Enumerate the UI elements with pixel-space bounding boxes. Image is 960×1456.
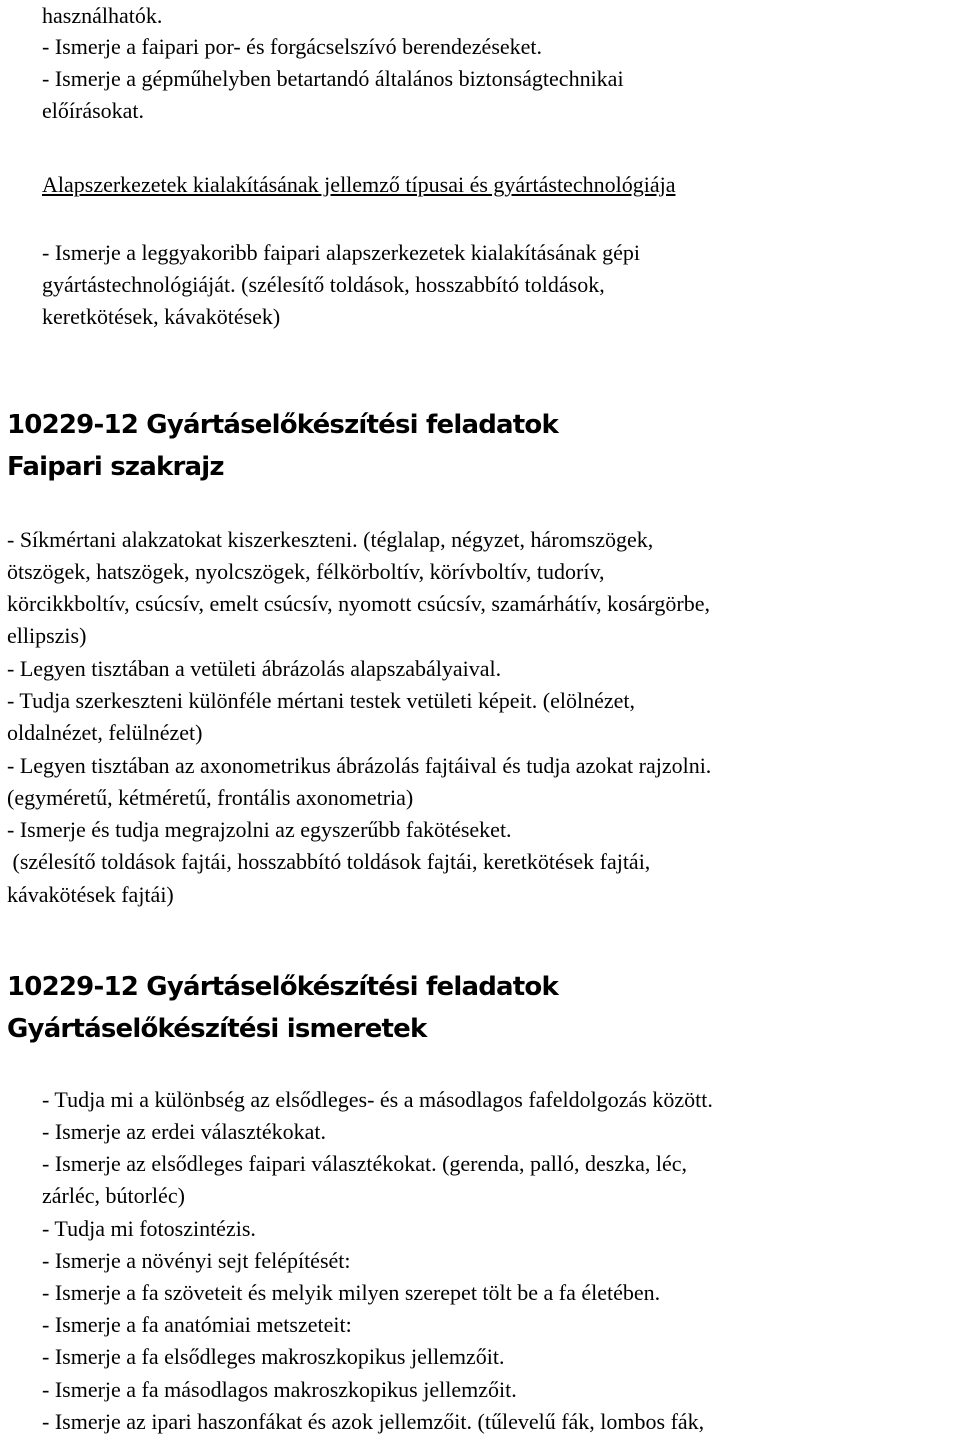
intro-line: - Ismerje a faipari por- és forgácselszívó berendezéseket.: [42, 34, 543, 59]
subsection-title: Alapszerkezetek kialakításának jellemző típusai és gyártástechnológiája: [42, 172, 676, 197]
intro-line: használhatók.: [42, 3, 163, 28]
section-heading: 10229-12 Gyártáselőkészítési feladatok: [7, 410, 558, 440]
section2-line: - Tudja mi a különbség az elsődleges- és a másodlagos fafeldolgozás között.: [42, 1087, 713, 1112]
intro-line: előírásokat.: [42, 98, 145, 123]
section2-line: - Ismerje a fa másodlagos makroszkopikus jellemzőit.: [42, 1377, 517, 1402]
section-subheading: Gyártáselőkészítési ismeretek: [7, 1014, 427, 1044]
section1-line: (szélesítő toldások fajtái, hosszabbító toldások fajtái, keretkötések fajtái,: [7, 849, 651, 874]
section2-line: - Ismerje a fa elsődleges makroszkopikus jellemzőit.: [42, 1344, 505, 1369]
section1-line: oldalnézet, felülnézet): [7, 720, 203, 745]
section1-line: (egyméretű, kétméretű, frontális axonometria): [7, 785, 414, 810]
section-heading: 10229-12 Gyártáselőkészítési feladatok: [7, 972, 558, 1002]
section2-line: zárléc, bútorléc): [42, 1183, 185, 1208]
section2-line: - Ismerje a fa szöveteit és melyik milyen szerepet tölt be a fa életében.: [42, 1280, 661, 1305]
section1-line: kávakötések fajtái): [7, 882, 174, 907]
subsection-line: keretkötések, kávakötések): [42, 304, 281, 329]
section1-line: ötszögek, hatszögek, nyolcszögek, félkörboltív, körívboltív, tudorív,: [7, 559, 605, 584]
section2-line: - Tudja mi fotoszintézis.: [42, 1216, 256, 1241]
section2-line: - Ismerje az elsődleges faipari választékokat. (gerenda, palló, deszka, léc,: [42, 1151, 688, 1176]
section2-line: - Ismerje a fa anatómiai metszeteit:: [42, 1312, 352, 1337]
section1-line: - Legyen tisztában a vetületi ábrázolás alapszabályaival.: [7, 656, 502, 681]
section2-line: - Ismerje az ipari haszonfákat és azok jellemzőit. (tűlevelű fák, lombos fák,: [42, 1409, 705, 1434]
section2-line: - Ismerje a növényi sejt felépítését:: [42, 1248, 351, 1273]
subsection-line: - Ismerje a leggyakoribb faipari alapszerkezetek kialakításának gépi: [42, 240, 640, 265]
section2-line: - Ismerje az erdei választékokat.: [42, 1119, 327, 1144]
section1-line: ellipszis): [7, 623, 87, 648]
section1-line: - Síkmértani alakzatokat kiszerkeszteni. (téglalap, négyzet, háromszögek,: [7, 527, 654, 552]
subsection-line: gyártástechnológiáját. (szélesítő toldások, hosszabbító toldások,: [42, 272, 605, 297]
intro-line: - Ismerje a gépműhelyben betartandó általános biztonságtechnikai: [42, 66, 624, 91]
section-subheading: Faipari szakrajz: [7, 452, 224, 482]
section1-line: körcikkboltív, csúcsív, emelt csúcsív, nyomott csúcsív, szamárhátív, kosárgörbe,: [7, 591, 711, 616]
section1-line: - Tudja szerkeszteni különféle mértani testek vetületi képeit. (elölnézet,: [7, 688, 636, 713]
section1-line: - Legyen tisztában az axonometrikus ábrázolás fajtáival és tudja azokat rajzolni.: [7, 753, 712, 778]
section1-line: - Ismerje és tudja megrajzolni az egyszerűbb fakötéseket.: [7, 817, 512, 842]
